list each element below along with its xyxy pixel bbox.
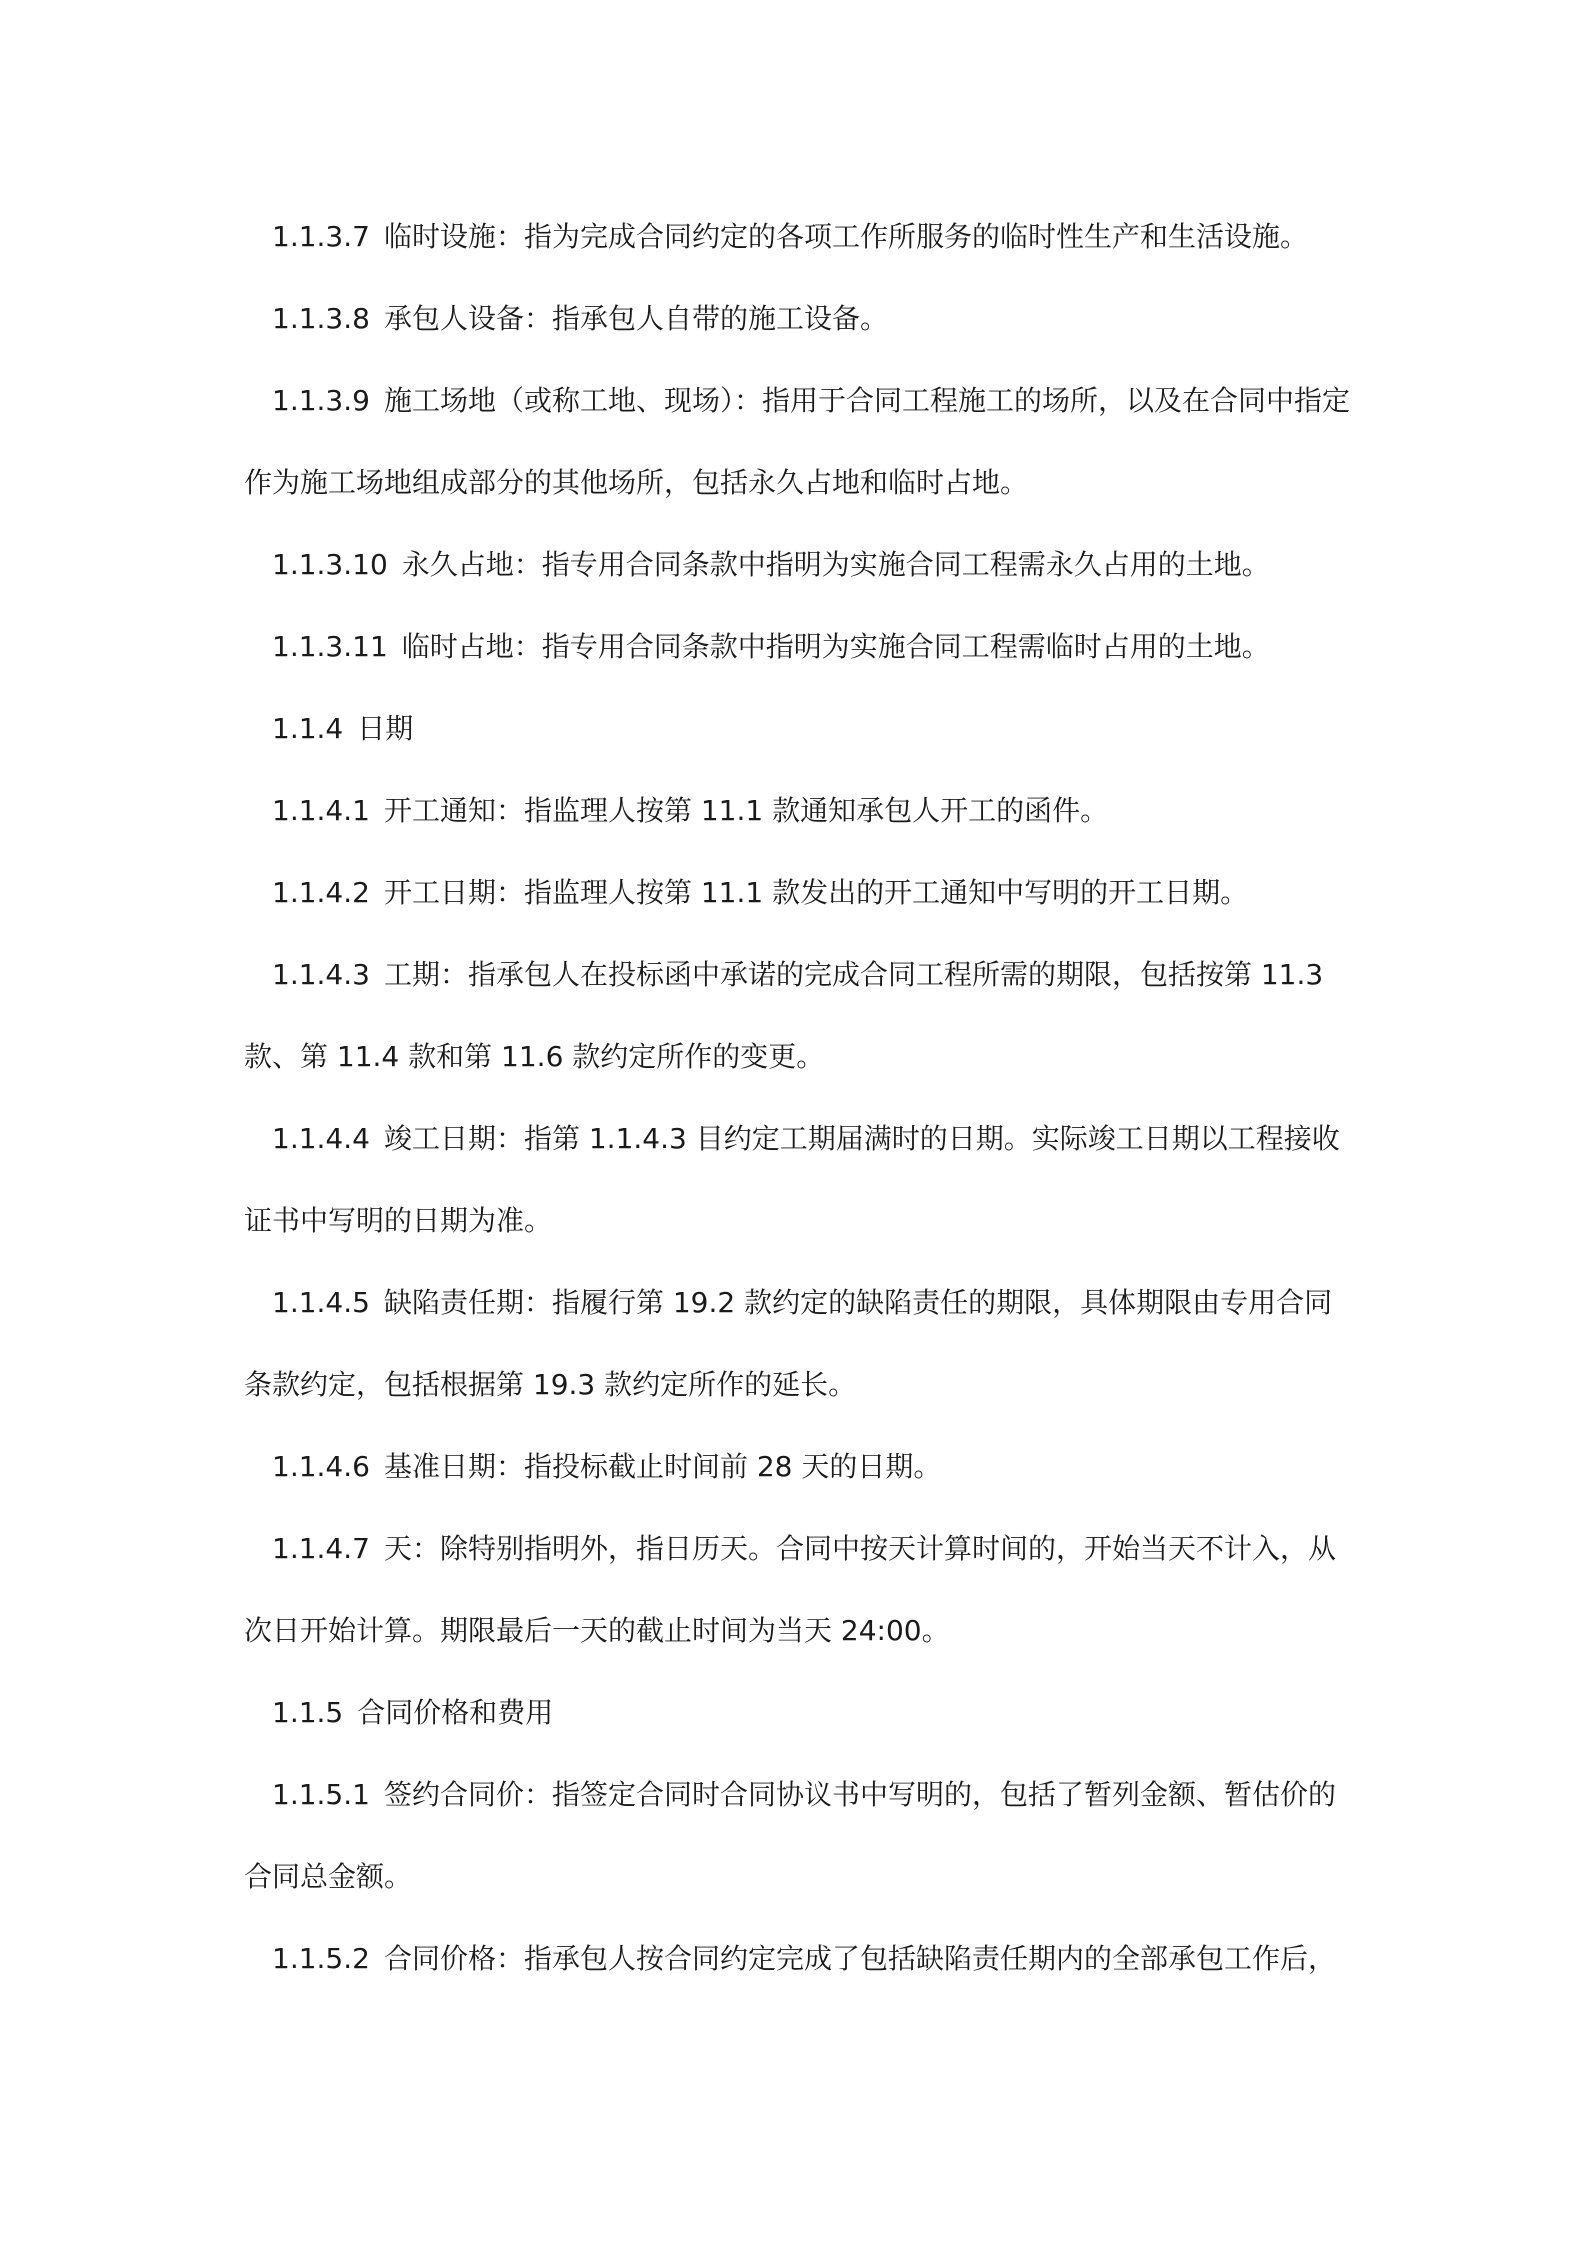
clause-number: 1.1.5.1 [272,1778,370,1811]
document-body [244,196,1354,2000]
clause-number: 1.1.3.8 [272,302,370,335]
clause-paragraph [244,278,1354,360]
clause-text: 合同价格和费用 [357,1696,554,1729]
clause-paragraph [244,1426,1354,1508]
clause-paragraph [244,1098,1354,1262]
clause-text: 签约合同价：指签定合同时合同协议书中写明的，包括了暂列金额、暂估价的合同总金额。 [244,1778,1336,1893]
clause-text: 缺陷责任期：指履行第 19.2 款约定的缺陷责任的期限，具体期限由专用合同条款约定，包括根据第 19.3 款约定所作的延长。 [244,1286,1333,1401]
clause-number: 1.1.4 [272,712,344,745]
section-heading [244,688,1354,770]
clause-text: 开工日期：指监理人按第 11.1 款发出的开工通知中写明的开工日期。 [383,876,1249,909]
clause-text: 合同价格：指承包人按合同约定完成了包括缺陷责任期内的全部承包工作后， [383,1942,1336,1975]
clause-number: 1.1.5 [272,1696,344,1729]
clause-text: 临时占地：指专用合同条款中指明为实施合同工程需临时占用的土地。 [401,630,1270,663]
clause-text: 承包人设备：指承包人自带的施工设备。 [383,302,888,335]
clause-number: 1.1.4.1 [272,794,370,827]
clause-number: 1.1.5.2 [272,1942,370,1975]
clause-text: 工期：指承包人在投标函中承诺的完成合同工程所需的期限，包括按第 11.3 款、第 11.4 款和第 11.6 款约定所作的变更。 [244,958,1324,1073]
section-heading [244,1672,1354,1754]
clause-number: 1.1.4.2 [272,876,370,909]
clause-number: 1.1.4.4 [272,1122,370,1155]
clause-paragraph [244,852,1354,934]
clause-paragraph [244,606,1354,688]
clause-number: 1.1.3.9 [272,384,370,417]
clause-number: 1.1.3.11 [272,630,388,663]
clause-paragraph [244,196,1354,278]
clause-paragraph [244,770,1354,852]
clause-text: 竣工日期：指第 1.1.4.3 目约定工期届满时的日期。实际竣工日期以工程接收证书中写明的日期为准。 [244,1122,1340,1237]
clause-text: 施工场地（或称工地、现场）：指用于合同工程施工的场所，以及在合同中指定作为施工场地组成部分的其他场所，包括永久占地和临时占地。 [244,384,1350,499]
clause-number: 1.1.3.10 [272,548,388,581]
clause-paragraph [244,524,1354,606]
clause-paragraph [244,1754,1354,1918]
clause-number: 1.1.4.6 [272,1450,370,1483]
clause-text: 临时设施：指为完成合同约定的各项工作所服务的临时性生产和生活设施。 [383,220,1308,253]
clause-paragraph [244,1918,1354,2000]
clause-text: 开工通知：指监理人按第 11.1 款通知承包人开工的函件。 [383,794,1109,827]
clause-number: 1.1.4.5 [272,1286,370,1319]
clause-text: 天：除特别指明外，指日历天。合同中按天计算时间的，开始当天不计入，从次日开始计算。期限最后一天的截止时间为当天 24:00。 [244,1532,1336,1647]
clause-text: 基准日期：指投标截止时间前 28 天的日期。 [383,1450,942,1483]
clause-number: 1.1.4.7 [272,1532,370,1565]
clause-paragraph [244,360,1354,524]
clause-text: 永久占地：指专用合同条款中指明为实施合同工程需永久占用的土地。 [401,548,1270,581]
clause-paragraph [244,1262,1354,1426]
clause-paragraph [244,934,1354,1098]
clause-number: 1.1.4.3 [272,958,370,991]
clause-number: 1.1.3.7 [272,220,370,253]
clause-paragraph [244,1508,1354,1672]
clause-text: 日期 [357,712,414,745]
